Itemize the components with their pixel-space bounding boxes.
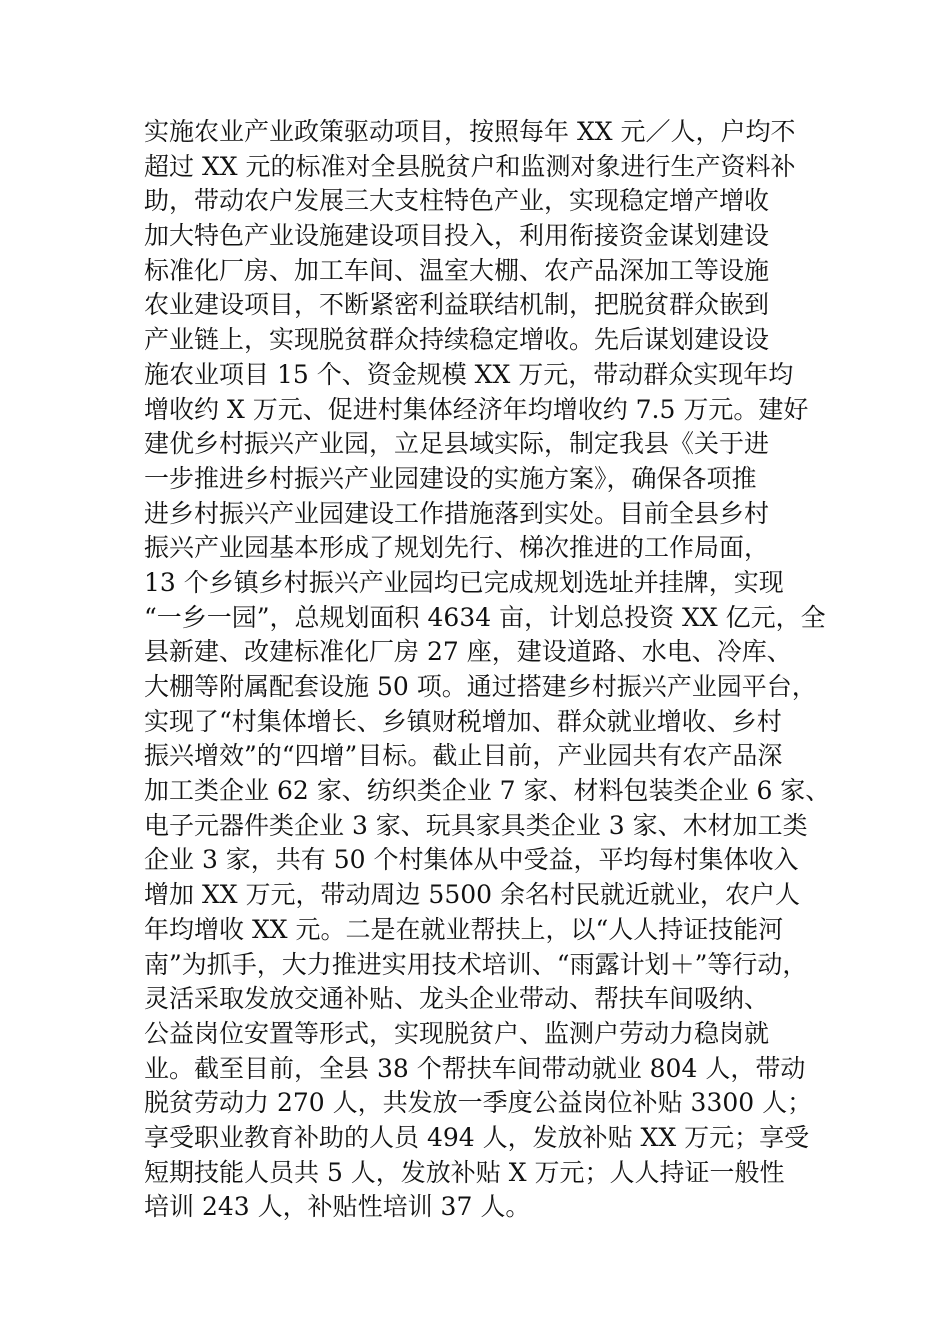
text-line: 公益岗位安置等形式，实现脱贫户、监测户劳动力稳岗就: [144, 1018, 770, 1048]
text-line: 加大特色产业设施建设项目投入，利用衔接资金谋划建设: [144, 221, 770, 251]
text-line: 加工类企业 62 家、纺织类企业 7 家、材料包装类企业 6 家、: [144, 776, 831, 806]
text-line: 脱贫劳动力 270 人，共发放一季度公益岗位补贴 3300 人；: [144, 1088, 813, 1118]
text-line: 农业建设项目，不断紧密利益联结机制，把脱贫群众嵌到: [144, 290, 770, 320]
text-line: 培训 243 人，补贴性培训 37 人。: [144, 1192, 531, 1222]
text-line: 13 个乡镇乡村振兴产业园均已完成规划选址并挂牌，实现: [144, 567, 784, 597]
text-line: 企业 3 家，共有 50 个村集体从中受益，平均每村集体收入: [144, 845, 799, 875]
text-line: 南”为抓手，大力推进实用技术培训、“雨露计划＋”等行动，: [144, 949, 808, 979]
text-line: 实施农业产业政策驱动项目，按照每年 XX 元／人，户均不: [144, 117, 796, 146]
text-line: 助，带动农户发展三大支柱特色产业，实现稳定增产增收: [144, 186, 770, 216]
text-line: 大棚等附属配套设施 50 项。通过搭建乡村振兴产业园平台，: [144, 672, 817, 701]
text-line: 振兴产业园基本形成了规划先行、梯次推进的工作局面，: [144, 533, 770, 563]
text-line: 增加 XX 万元，带动周边 5500 余名村民就近就业，农户人: [144, 880, 801, 910]
body-paragraph: [144, 115, 844, 1225]
text-line: 灵活采取发放交通补贴、龙头企业带动、帮扶车间吸纳、: [144, 984, 770, 1014]
text-line: 年均增收 XX 元。二是在就业帮扶上，以“人人持证技能河: [144, 914, 784, 944]
text-line: 增收约 X 万元、促进村集体经济年均增收约 7.5 万元。建好: [144, 394, 809, 424]
text-line: 一步推进乡村振兴产业园建设的实施方案》，确保各项推: [144, 463, 757, 493]
text-line: 施农业项目 15 个、资金规模 XX 万元，带动群众实现年均: [144, 359, 794, 389]
text-line: 建优乡村振兴产业园，立足县域实际，制定我县《关于进: [144, 429, 770, 459]
text-line: 电子元器件类企业 3 家、玩具家具类企业 3 家、木材加工类: [144, 810, 808, 840]
text-line: 业。截至目前，全县 38 个帮扶车间带动就业 804 人，带动: [144, 1053, 806, 1083]
text-line: “一乡一园”，总规划面积 4634 亩，计划总投资 XX 亿元，全: [144, 602, 826, 632]
text-line: 超过 XX 元的标准对全县脱贫户和监测对象进行生产资料补: [144, 151, 796, 181]
text-line: 产业链上，实现脱贫群众持续稳定增收。先后谋划建设设: [144, 325, 770, 355]
text-line: 振兴增效”的“四增”目标。截止目前，产业园共有农产品深: [144, 741, 783, 771]
text-line: 标准化厂房、加工车间、温室大棚、农产品深加工等设施: [144, 255, 770, 285]
text-line: 享受职业教育补助的人员 494 人，发放补贴 XX 万元；享受: [144, 1122, 810, 1152]
text-line: 县新建、改建标准化厂房 27 座，建设道路、水电、冷库、: [144, 637, 792, 667]
text-line: 进乡村振兴产业园建设工作措施落到实处。目前全县乡村: [144, 498, 770, 528]
text-line: 实现了“村集体增长、乡镇财税增加、群众就业增收、乡村: [144, 706, 782, 736]
text-line: 短期技能人员共 5 人，发放补贴 X 万元；人人持证一般性: [144, 1157, 785, 1187]
